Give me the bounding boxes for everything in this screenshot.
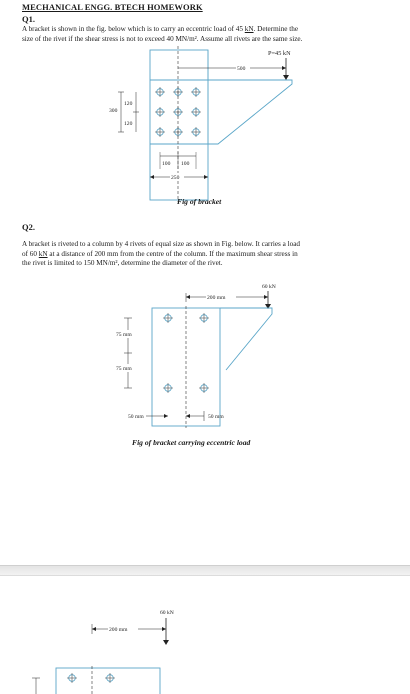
repeat-dim-200-label: 200 mm [109, 627, 128, 633]
q1-text-line1-unit: kN [244, 25, 254, 33]
q2-rivet [199, 383, 209, 393]
q1-rivet [155, 127, 165, 137]
document-heading: MECHANICAL ENGG. BTECH HOMEWORK [22, 2, 203, 12]
q1-dim-100-left-label: 100 [162, 161, 171, 167]
repeat-rivet [67, 673, 77, 683]
q1-rivet [173, 107, 183, 117]
q1-bracket-plate [150, 80, 292, 144]
q1-rivet [191, 87, 201, 97]
q2-text-line1: A bracket is riveted to a column by 4 rivets of equal size as shown in Fig. below. It carries a load [22, 240, 300, 248]
q1-text-line1-suffix: . Determine the [253, 25, 299, 33]
q1-load-arrowhead [283, 75, 289, 80]
q2-figure-caption: Fig of bracket carrying eccentric load [132, 438, 251, 447]
question-2-text [22, 240, 392, 269]
q2-rivet [163, 383, 173, 393]
q1-rivet [173, 127, 183, 137]
q2-dim-75-bottom-label: 75 mm [116, 366, 132, 372]
q1-dim-250-arrowhead [150, 175, 154, 179]
q2-text-line2-suffix: at a distance of 200 mm from the centre of the column. If the maximum shear stress in [47, 249, 298, 258]
q2-dim-200-arrowhead [186, 295, 190, 299]
q2-text-line2-unit: kN [38, 249, 48, 258]
q2-dim-75-top-label: 75 mm [116, 332, 132, 338]
q1-load-label: P=45 kN [268, 50, 291, 57]
repeat-load-arrowhead [163, 640, 169, 645]
q1-rivet [173, 87, 183, 97]
repeat-dim-200-arrowhead [162, 627, 166, 631]
q2-rivet [199, 313, 209, 323]
q1-dim-300-label: 300 [109, 108, 118, 114]
q2-rivet [163, 313, 173, 323]
q2-dim-50-left-arrowhead [164, 414, 168, 418]
q2-bracket-plate [220, 308, 272, 370]
q1-rivet [191, 107, 201, 117]
q1-dim-120-bottom-label: 120 [124, 121, 133, 127]
q2-text-line2-prefix: of 60 [22, 249, 39, 258]
q2-dim-200-label: 200 mm [207, 295, 226, 301]
question-2-label: Q2. [22, 222, 35, 232]
q1-dim-250-label: 250 [171, 175, 180, 181]
q1-dim-250-arrowhead [204, 175, 208, 179]
repeat-dim-200-arrowhead [92, 627, 96, 631]
q2-bracket-figure [0, 278, 410, 438]
page-divider [0, 565, 410, 576]
q2-dim-50-right-label: 50 mm [208, 414, 224, 420]
question-1-label: Q1. [22, 14, 35, 24]
repeat-rivet [105, 673, 115, 683]
q2-load-label: 60 kN [262, 284, 276, 290]
q1-rivet [155, 87, 165, 97]
question-1-text [22, 25, 392, 44]
repeat-load-label: 60 kN [160, 610, 174, 616]
repeat-rivet-group [67, 673, 115, 683]
q1-dim-120-top-label: 120 [124, 101, 133, 107]
repeat-bracket-figure [0, 604, 410, 694]
q1-dim-100-right-label: 100 [181, 161, 190, 167]
q2-text-line3: the rivet is limited to 150 MN/m², determine the diameter of the rivet. [22, 259, 223, 268]
q1-bracket-figure [0, 44, 410, 249]
q1-rivet-group [155, 87, 201, 137]
q1-dim-500-arrowhead [282, 66, 286, 70]
q1-rivet [155, 107, 165, 117]
q1-figure-caption: Fig of bracket [177, 197, 222, 206]
q2-dim-200-arrowhead [264, 295, 268, 299]
q1-text-line1-prefix: A bracket is shown in the fig. below which is to carry an eccentric load of 45 [22, 25, 245, 33]
q1-text-line2: size of the rivet if the shear stress is not to exceed 40 MN/m². Assume all rivets are the same size. [22, 34, 303, 43]
q1-dim-500-label: 500 [237, 66, 246, 72]
q2-dim-50-left-label: 50 mm [128, 414, 144, 420]
q1-rivet [191, 127, 201, 137]
